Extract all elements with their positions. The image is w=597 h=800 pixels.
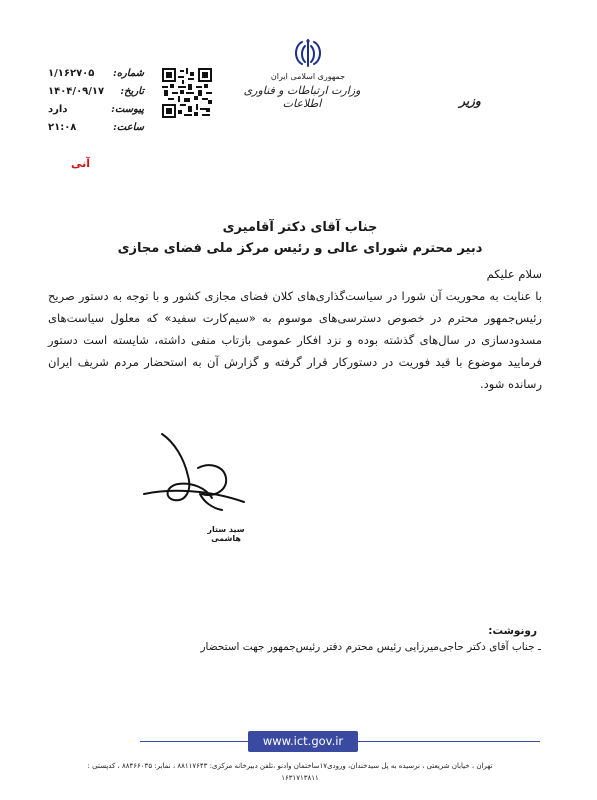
meta-time — [48, 122, 144, 138]
signature-icon — [140, 428, 250, 520]
footer-postal-code: ۱۶۳۱۷۱۳۸۱۱ — [281, 774, 319, 782]
letter-body: با عنایت به محوریت آن شورا در سیاست‌گذاری‌های کلان فضای مجازی کشور و با توجه به دستور صریح رئیس‌جمهور محترم در خصوص دسترسی‌های موسوم به «سیم‌کارت سفید» که معلول سیاست‌های مسدودسازی در سال‌های گذشته بوده و نزد افکار عمومی بازتاب منفی داشته، شایسته است دستور فرمایید موضوع با قید فوریت در دستورکار قرار گرفته و گزارش آن به استحضار مردم شریف ایران رسانده شود. — [48, 289, 542, 391]
website-link[interactable]: www.ict.gov.ir — [248, 731, 358, 752]
republic-name: جمهوری اسلامی ایران — [270, 72, 346, 81]
meta-attachment — [48, 104, 144, 120]
attachment-value: دارد — [48, 104, 68, 115]
footer-address: تهران ، خیابان شریعتی ، نرسیده به پل سیدخندان، ورودی۱۷ساختمان وادنو ،تلفن دبیرخانه مرکزی: ۸۸۱۱۷۶۴۳ ، نمابر: ۸۸۴۶۶۰۳۵ ، کدپستی : — [87, 762, 493, 770]
meta-number — [48, 68, 144, 84]
number-value: ۱/۱۶۲۷۰۵ — [48, 68, 95, 79]
date-label: تاریخ: — [120, 86, 144, 97]
recipient-name: جناب آقای دکتر آقامیری — [222, 220, 378, 235]
date-value: ۱۴۰۴/۰۹/۱۷ — [48, 86, 105, 97]
attachment-label: پیوست: — [111, 104, 144, 115]
ministry-name: وزارت ارتباطات و فناوری اطلاعات — [243, 84, 361, 110]
greeting: سلام علیکم — [486, 267, 542, 281]
minister-label: وزیر — [459, 94, 481, 108]
iran-emblem-icon — [288, 36, 328, 70]
cc-title: رونوشت: — [488, 625, 537, 637]
time-value: ۲۱:۰۸ — [48, 122, 77, 133]
priority-badge: آنی — [70, 157, 90, 170]
time-label: ساعت: — [113, 122, 144, 133]
cc-item: ـ جناب آقای دکتر حاجی‌میرزایی رئیس محترم دفتر رئیس‌جمهور جهت استحضار — [200, 641, 541, 653]
signer-name: سید ستار هاشمی — [207, 525, 245, 543]
meta-date — [48, 86, 144, 102]
recipient-title: دبیر محترم شورای عالی و رئیس مرکز ملی فضای مجازی — [117, 241, 483, 256]
qr-code-icon — [162, 68, 212, 118]
number-label: شماره: — [113, 68, 144, 79]
